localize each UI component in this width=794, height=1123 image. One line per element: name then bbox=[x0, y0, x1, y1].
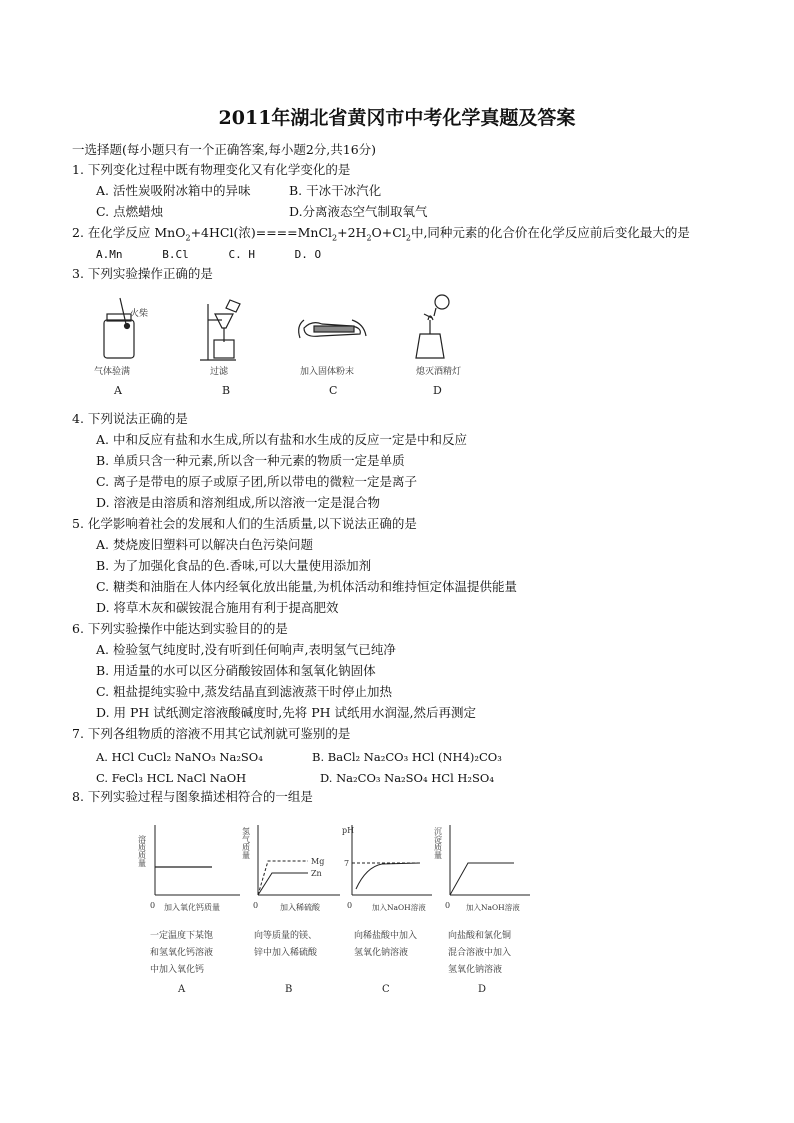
q2-subscript: 2 bbox=[405, 233, 411, 243]
q8-b-origin: 0 bbox=[253, 901, 259, 910]
q2-stem-part: +2H bbox=[337, 225, 367, 240]
q5-option-a: A. 焚烧废旧塑料可以解决白色污染问题 bbox=[96, 537, 313, 552]
q6-option-a: A. 检验氢气纯度时,没有听到任何响声,表明氢气已纯净 bbox=[96, 642, 396, 657]
q7-option-d: D. Na₂CO₃ Na₂SO₄ HCl H₂SO₄ bbox=[320, 771, 494, 785]
q4-option-d: D. 溶液是由溶质和溶剂组成,所以溶液一定是混合物 bbox=[96, 495, 380, 510]
q8-c-ylabel: pH bbox=[342, 826, 355, 835]
section-heading: 一选择题(每小题只有一个正确答案,每小题2分,共16分) bbox=[72, 142, 377, 157]
q3-stem: 3. 下列实验操作正确的是 bbox=[72, 266, 213, 281]
q8-b-series-zn: Zn bbox=[311, 869, 322, 878]
q8-d-xlabel: 加入NaOH溶液 bbox=[466, 903, 520, 912]
q2-options: A.Mn B.Cl C. H D. O bbox=[96, 248, 322, 261]
q8-d-origin: 0 bbox=[445, 901, 451, 910]
q8-c-letter: C bbox=[382, 984, 390, 995]
q8-c-caption-1: 向稀盐酸中加入 bbox=[354, 931, 418, 941]
q1-option-d: D.分离液态空气制取氧气 bbox=[289, 204, 428, 219]
q8-d-caption-1: 向盐酸和氯化铜 bbox=[448, 931, 512, 941]
q8-a-origin: 0 bbox=[150, 901, 156, 910]
q3-fig-b-caption: 过滤 bbox=[210, 367, 229, 377]
q1-option-a: A. 活性炭吸附冰箱中的异味 bbox=[96, 183, 251, 198]
q8-stem: 8. 下列实验过程与图象描述相符合的一组是 bbox=[72, 789, 313, 804]
q8-b-letter: B bbox=[285, 984, 293, 995]
q8-c-xlabel: 加入NaOH溶液 bbox=[372, 903, 426, 912]
q6-stem: 6. 下列实验操作中能达到实验目的的是 bbox=[72, 621, 288, 636]
q8-a-xlabel: 加入氧化钙质量 bbox=[164, 903, 220, 912]
q8-d-letter: D bbox=[478, 984, 487, 995]
q8-a-letter: A bbox=[178, 984, 186, 995]
q5-option-b: B. 为了加强化食品的色.香味,可以大量使用添加剂 bbox=[96, 558, 372, 573]
q8-c-tick: 7 bbox=[344, 859, 350, 868]
q1-option-b: B. 干冰干冰汽化 bbox=[289, 183, 382, 198]
q3-fig-d-caption: 熄灭酒精灯 bbox=[416, 367, 462, 377]
q5-stem: 5. 化学影响着社会的发展和人们的生活质量,以下说法正确的是 bbox=[72, 516, 417, 531]
q6-option-d: D. 用 PH 试纸测定溶液酸碱度时,先将 PH 试纸用水润湿,然后再测定 bbox=[96, 705, 476, 720]
q1-option-c: C. 点燃蜡烛 bbox=[96, 204, 164, 219]
q8-graphs bbox=[120, 815, 540, 1000]
q2-subscript: 2 bbox=[332, 233, 338, 243]
q8-d-caption-2: 混合溶液中加入 bbox=[448, 948, 512, 958]
q7-option-b: B. BaCl₂ Na₂CO₃ HCl (NH4)₂CO₃ bbox=[312, 750, 502, 764]
q3-figure bbox=[90, 290, 470, 400]
q7-stem: 7. 下列各组物质的溶液不用其它试剂就可鉴别的是 bbox=[72, 726, 351, 741]
q4-option-c: C. 离子是带电的原子或原子团,所以带电的微粒一定是离子 bbox=[96, 474, 418, 489]
q6-option-b: B. 用适量的水可以区分硝酸铵固体和氢氧化钠固体 bbox=[96, 663, 376, 678]
q8-a-caption-1: 一定温度下某饱 bbox=[150, 931, 214, 941]
q8-a-caption-3: 中加入氧化钙 bbox=[150, 965, 205, 975]
q3-fig-c-letter: C bbox=[329, 384, 338, 397]
q8-a-ylabel: 溶质质量 bbox=[137, 835, 147, 867]
q8-graph-c bbox=[352, 825, 432, 895]
q7-option-a: A. HCl CuCl₂ NaNO₃ Na₂SO₄ bbox=[96, 750, 263, 764]
q4-stem: 4. 下列说法正确的是 bbox=[72, 411, 188, 426]
q8-b-series-mg: Mg bbox=[311, 857, 325, 866]
q8-b-caption-2: 锌中加入稀硫酸 bbox=[254, 948, 318, 958]
q8-d-ylabel: 沉淀质量 bbox=[433, 827, 443, 859]
q2-stem-part: O+Cl bbox=[371, 225, 406, 240]
q8-graph-d bbox=[450, 825, 530, 895]
q3-figure-a bbox=[104, 298, 134, 358]
q2-stem-part: 中,同种元素的化合价在化学反应前后变化最大的是 bbox=[410, 225, 690, 240]
q3-figure-c bbox=[299, 320, 366, 338]
q2-stem-part: +4HCl(浓)====MnCl bbox=[190, 225, 333, 240]
q3-fig-c-caption: 加入固体粉末 bbox=[300, 367, 355, 377]
q8-graph-a bbox=[155, 825, 240, 895]
page-title: 2011年湖北省黄冈市中考化学真题及答案 bbox=[218, 107, 576, 129]
q2-subscript: 2 bbox=[366, 233, 372, 243]
q6-option-c: C. 粗盐提纯实验中,蒸发结晶直到滤液蒸干时停止加热 bbox=[96, 684, 393, 699]
q7-option-c: C. FeCl₃ HCL NaCl NaOH bbox=[96, 771, 247, 785]
q8-c-caption-2: 氢氧化钠溶液 bbox=[354, 948, 409, 958]
q2-stem-part: 2. 在化学反应 MnO bbox=[72, 225, 186, 240]
q3-fig-a-tag: 火柴 bbox=[130, 309, 149, 319]
q8-b-caption-1: 向等质量的镁、 bbox=[254, 931, 318, 941]
q8-b-xlabel: 加入稀硫酸 bbox=[280, 903, 320, 912]
q1-stem: 1. 下列变化过程中既有物理变化又有化学变化的是 bbox=[72, 162, 351, 177]
q4-option-b: B. 单质只含一种元素,所以含一种元素的物质一定是单质 bbox=[96, 453, 405, 468]
q3-fig-a-caption: 气体验满 bbox=[94, 367, 131, 377]
q3-fig-b-letter: B bbox=[222, 384, 231, 397]
q8-graph-b bbox=[258, 825, 340, 895]
q8-c-origin: 0 bbox=[347, 901, 353, 910]
q3-fig-a-letter: A bbox=[114, 384, 122, 397]
q4-option-a: A. 中和反应有盐和水生成,所以有盐和水生成的反应一定是中和反应 bbox=[96, 432, 467, 447]
q3-figure-b bbox=[200, 300, 240, 360]
q2-stem bbox=[72, 224, 690, 248]
q8-a-caption-2: 和氢氧化钙溶液 bbox=[150, 948, 214, 958]
q3-fig-d-letter: D bbox=[433, 384, 442, 397]
q2-subscript: 2 bbox=[185, 233, 191, 243]
q3-figure-d bbox=[416, 295, 449, 358]
q8-d-caption-3: 氢氧化钠溶液 bbox=[448, 965, 503, 975]
q8-b-ylabel: 氢气质量 bbox=[241, 827, 251, 859]
q5-option-c: C. 糖类和油脂在人体内经氧化放出能量,为机体活动和维持恒定体温提供能量 bbox=[96, 579, 518, 594]
q5-option-d: D. 将草木灰和碳铵混合施用有利于提高肥效 bbox=[96, 600, 339, 615]
